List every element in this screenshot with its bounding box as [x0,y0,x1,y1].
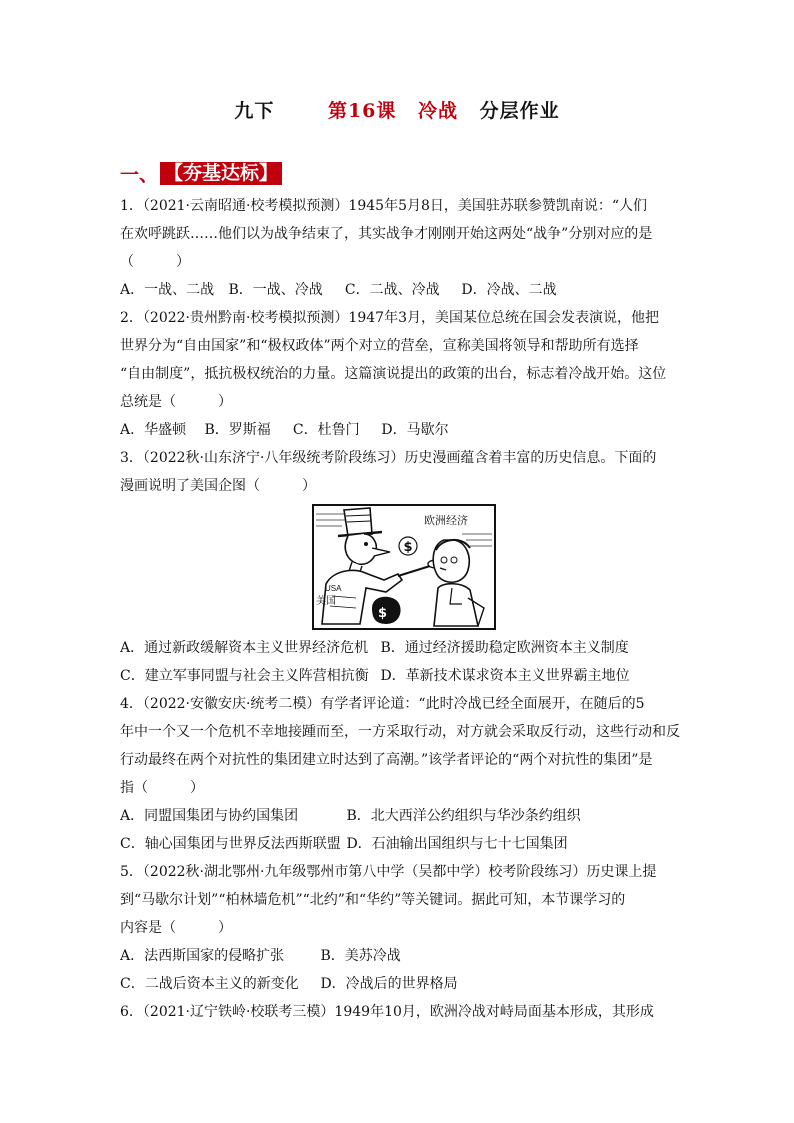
q1-option-b: B．一战、冷战 [228,282,323,298]
q5-line-3: 内容是（ ） [120,920,232,936]
cartoon-dollar-top: $ [403,540,413,555]
dollar-sign-icon [399,537,417,555]
q2-option-d: D．马歇尔 [381,422,449,438]
q3-line-2: 漫画说明了美国企图（ ） [120,478,316,494]
q3-options-row-2 [120,662,680,690]
q1-line-1: 1．（2021·云南昭通·校考模拟预测）1945年5月8日，美国驻苏联参赞凯南说：“人们 [120,198,648,214]
q3-option-b: B．通过经济援助稳定欧洲资本主义制度 [380,640,629,656]
q2-option-c: C．杜鲁门 [292,422,360,438]
q4-line-1: 4．（2022·安徽安庆·统考二模）有学者评论道：“此时冷战已经全面展开，在随后的5 [120,696,645,712]
q4-option-d: D．石油输出国组织与七十七国集团 [346,836,568,852]
page-title [0,96,794,123]
q1-options [120,276,680,304]
q5-line-1: 5．（2022秋·湖北鄂州·九年级鄂州市第八中学（吴都中学）校考阶段练习）历史课上提 [120,864,657,880]
cartoon-us-label: 美国 [316,596,336,607]
q2-options [120,416,680,444]
q5-option-d: D．冷战后的世界格局 [320,976,458,992]
q1-line-2: 在欢呼跳跃……他们以为战争结束了，其实战争才刚刚开始这两处“战争”分别对应的是 [120,226,653,242]
q5-options-row-2 [120,970,680,998]
q3-cartoon-area [120,500,680,634]
q4-option-a: A．同盟国集团与协约国集团 [120,808,299,824]
q2-line-4: 总统是（ ） [120,394,232,410]
cartoon-europe-label: 欧洲经济 [424,514,468,527]
cartoon-dollar-bag: $ [378,606,388,621]
q3-options-row-1 [120,634,680,662]
q4-line-3: 行动最终在两个对抗性的集团建立时达到了高潮。”该学者评论的“两个对抗性的集团”是 [120,752,653,768]
q3-option-d: D．革新技术谋求资本主义世界霸主地位 [380,668,630,684]
question-list [120,192,680,1026]
q3-option-a: A．通过新政缓解资本主义世界经济危机 [120,640,369,656]
title-suffix: 分层作业 [479,100,560,122]
q2-line-2: 世界分为“自由国家”和“极权政体”两个对立的营垒，宣称美国将领导和帮助所有选择 [120,338,639,354]
q3-option-c: C．建立军事同盟与社会主义阵营相抗衡 [120,668,369,684]
q1-line-3: （ ） [120,254,190,270]
title-topic: 冷战 [418,100,459,122]
section-tag: 【夯基达标】 [160,162,282,185]
q2-option-b: B．罗斯福 [204,422,271,438]
section-heading [120,160,282,187]
q1-option-d: D．冷战、二战 [461,282,557,298]
q3-line-1: 3．（2022秋·山东济宁·八年级统考阶段练习）历史漫画蕴含着丰富的历史信息。下面的 [120,450,657,466]
q4-options-row-2 [120,830,680,858]
q4-options-row-1 [120,802,680,830]
q5-option-c: C．二战后资本主义的新变化 [120,976,299,992]
q3-cartoon-image [312,504,496,630]
q4-line-4: 指（ ） [120,780,204,796]
q1-option-a: A．一战、二战 [120,282,215,298]
q2-option-a: A．华盛顿 [120,422,187,438]
title-lesson: 第16课 [327,100,397,122]
q5-options-row-1 [120,942,680,970]
q4-option-b: B．北大西洋公约组织与华沙条约组织 [346,808,581,824]
cartoon-usa-label: USA [325,584,342,593]
q5-option-b: B．美苏冷战 [320,948,401,964]
q4-line-2: 年中一个又一个危机不幸地接踵而至，一方采取行动，对方就会采取反行动，这些行动和反 [120,724,680,740]
q6-line-1: 6．（2021·辽宁铁岭·校联考三模）1949年10月，欧洲冷战对峙局面基本形成，其形成 [120,1004,654,1020]
q4-option-c: C．轴心国集团与世界反法西斯联盟 [120,836,341,852]
money-bag-icon [372,597,401,624]
section-number: 一、 [120,164,159,186]
q1-option-c: C．二战、冷战 [344,282,440,298]
q2-line-3: “自由制度”，抵抗极权统治的力量。这篇演说提出的政策的出台，标志着冷战开始。这位 [120,366,667,382]
q5-option-a: A．法西斯国家的侵略扩张 [120,948,285,964]
title-grade: 九下 [234,100,275,122]
q5-line-2: 到“马歇尔计划”“柏林墙危机”“北约”和“华约”等关键词。据此可知，本节课学习的 [120,892,626,908]
q2-line-1: 2．（2022·贵州黔南·校考模拟预测）1947年3月，美国某位总统在国会发表演说，他把 [120,310,659,326]
